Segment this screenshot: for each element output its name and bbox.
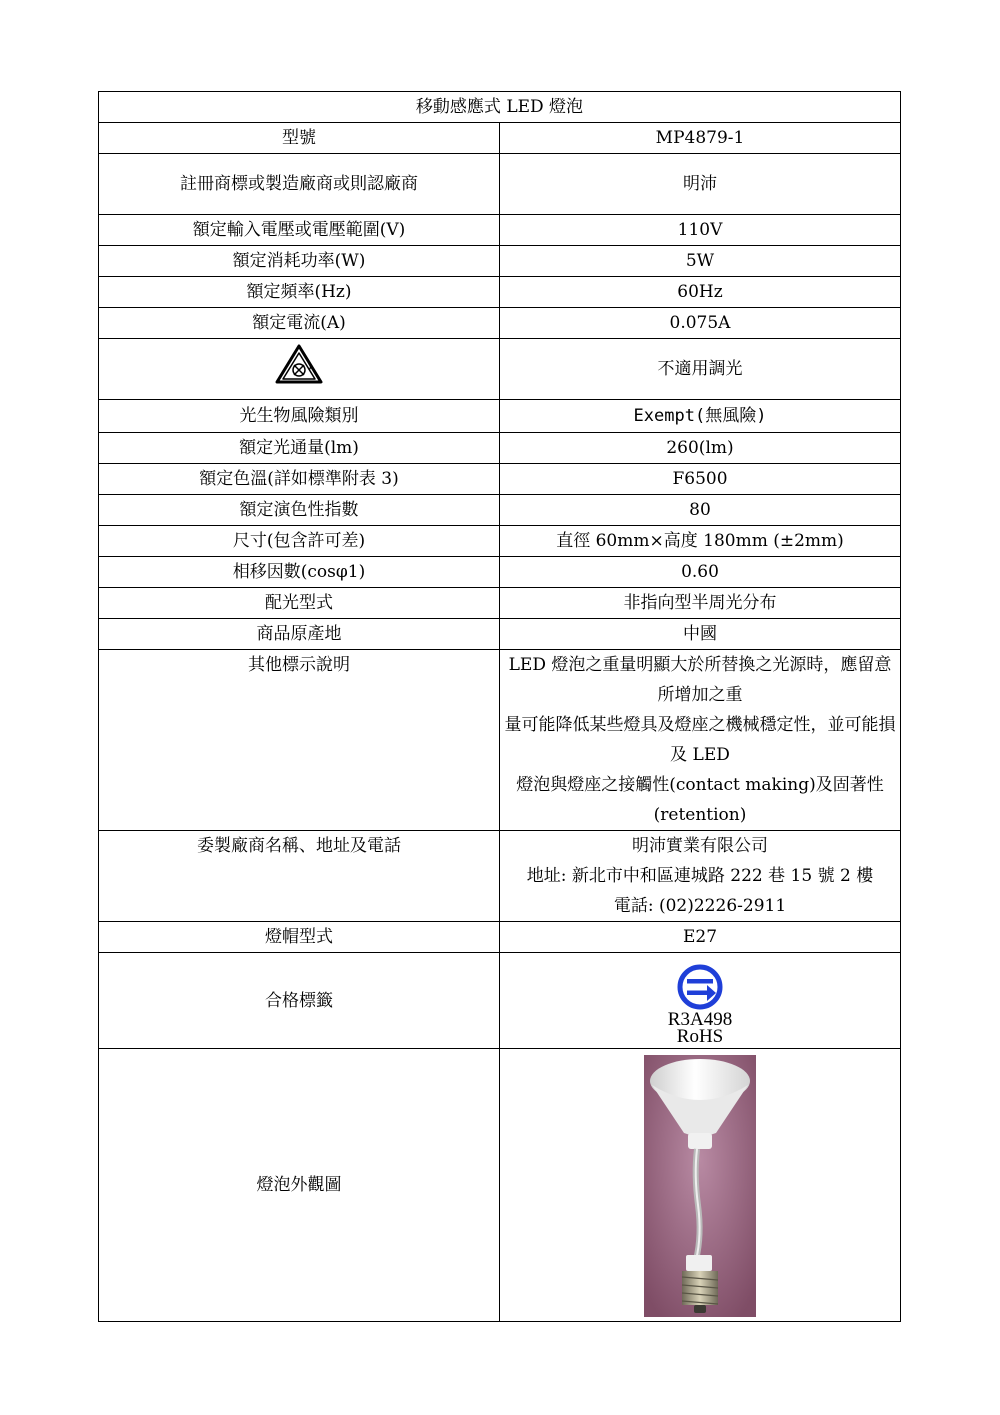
note-line: LED 燈泡之重量明顯大於所替換之光源時，應留意所增加之重: [508, 655, 892, 705]
current-label: 額定電流(A): [99, 308, 500, 339]
model-value: MP4879-1: [500, 123, 901, 154]
manufacturer-address: 地址: 新北市中和區連城路 222 巷 15 號 2 樓: [526, 866, 874, 886]
manufacturer-phone: 電話: (02)2226-2911: [613, 896, 787, 916]
distribution-label: 配光型式: [99, 588, 500, 619]
manufacturer-name: 明沛實業有限公司: [632, 836, 768, 856]
voltage-label: 額定輸入電壓或電壓範圍(V): [99, 215, 500, 246]
photobio-label: 光生物風險類別: [99, 400, 500, 433]
cert-code: R3A498: [667, 1008, 733, 1030]
size-label: 尺寸(包含許可差): [99, 526, 500, 557]
other-label: 其他標示說明: [99, 650, 500, 831]
brand-value: 明沛: [500, 154, 901, 215]
manufacturer-info: [500, 831, 901, 922]
power-label: 額定消耗功率(W): [99, 246, 500, 277]
current-value: 0.075A: [500, 308, 901, 339]
photobio-value: Exempt(無風險): [500, 400, 901, 433]
dimming-symbol-cell: [99, 339, 500, 400]
rohs-label: RoHS: [676, 1025, 724, 1047]
cct-value: F6500: [500, 464, 901, 495]
frequency-value: 60Hz: [500, 277, 901, 308]
photo-cell: [500, 1049, 901, 1322]
pf-value: 0.60: [500, 557, 901, 588]
distribution-value: 非指向型半周光分布: [500, 588, 901, 619]
manufacturer-label: 委製廠商名稱、地址及電話: [99, 831, 500, 922]
origin-label: 商品原產地: [99, 619, 500, 650]
frequency-label: 額定頻率(Hz): [99, 277, 500, 308]
cri-label: 額定演色性指數: [99, 495, 500, 526]
dimming-value: 不適用調光: [500, 339, 901, 400]
bulb-photo: [644, 1055, 756, 1317]
note-line: 燈泡與燈座之接觸性(contact making)及固著性(retention): [516, 775, 884, 825]
table-title: 移動感應式 LED 燈泡: [99, 92, 901, 123]
other-note: [500, 650, 901, 831]
pf-label: 相移因數(cosφ1): [99, 557, 500, 588]
flux-label: 額定光通量(lm): [99, 433, 500, 464]
photo-label: 燈泡外觀圖: [99, 1049, 500, 1322]
cap-label: 燈帽型式: [99, 922, 500, 953]
cap-value: E27: [500, 922, 901, 953]
cert-cell: [500, 953, 901, 1049]
spec-table: [98, 91, 901, 1322]
model-label: 型號: [99, 123, 500, 154]
bsmi-mark-icon: [676, 963, 724, 1011]
no-dimming-triangle-icon: [273, 342, 325, 396]
voltage-value: 110V: [500, 215, 901, 246]
origin-value: 中國: [500, 619, 901, 650]
cct-label: 額定色溫(詳如標準附表 3): [99, 464, 500, 495]
brand-label: 註冊商標或製造廠商或則認廠商: [99, 154, 500, 215]
note-line: 量可能降低某些燈具及燈座之機械穩定性，並可能損及 LED: [504, 715, 896, 765]
power-value: 5W: [500, 246, 901, 277]
flux-value: 260(lm): [500, 433, 901, 464]
cert-label: 合格標籤: [99, 953, 500, 1049]
cri-value: 80: [500, 495, 901, 526]
size-value: 直徑 60mm×高度 180mm (±2mm): [500, 526, 901, 557]
